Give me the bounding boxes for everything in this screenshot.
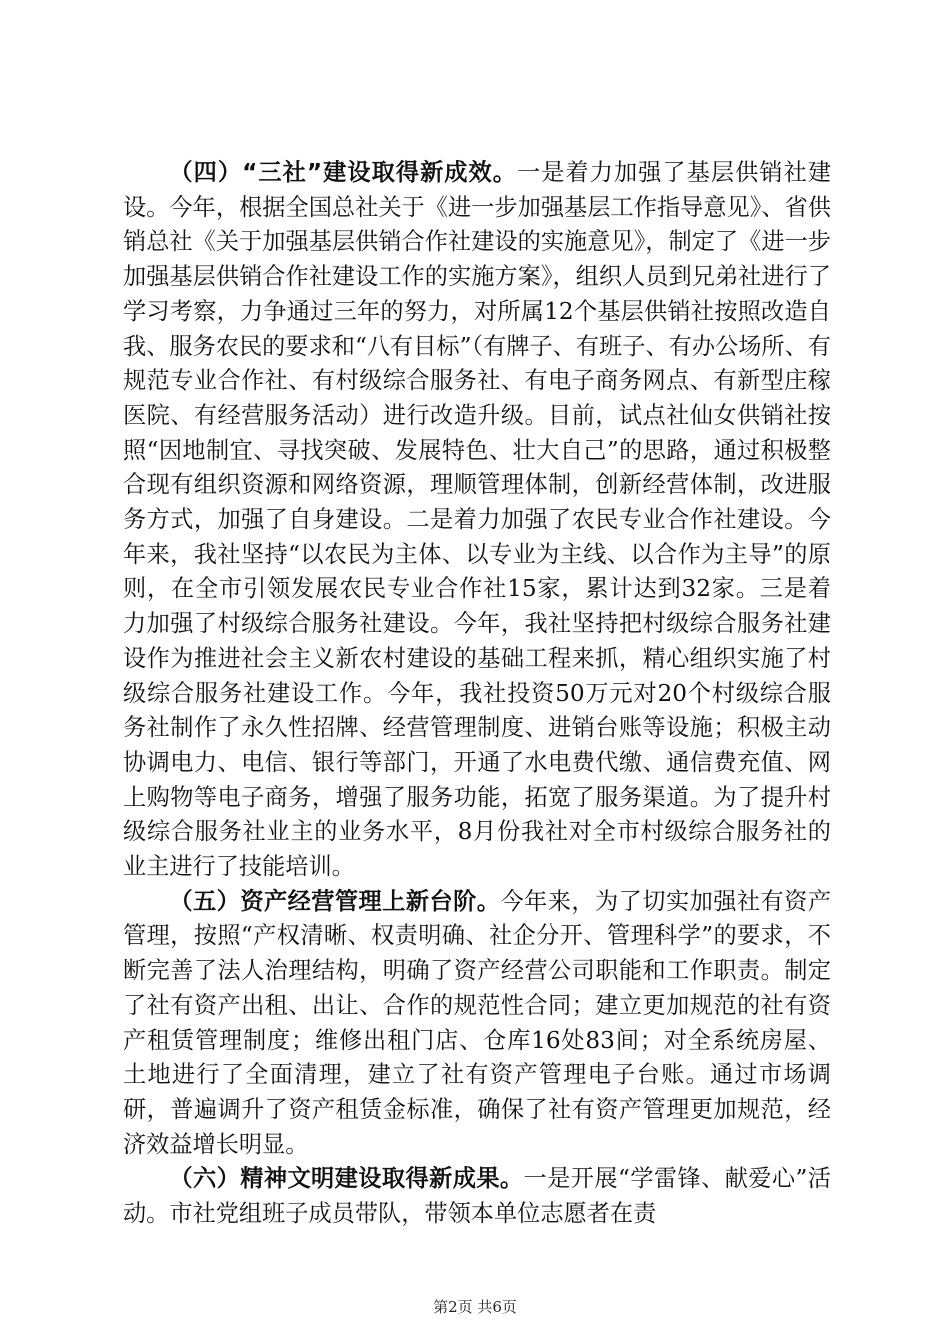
section-body-five: 今年来，为了切实加强社有资产管理，按照“产权清晰、权责明确、社企分开、管理科学”的要求，不断完善了法人治理结构，明确了资产经营公司职能和工作职责。制定了社有资产出租、出让、合作的规范性合同；建立更加规范的社有资产租赁管理制度；维修出租门店、仓库16处83间；对全系统房屋、土地进行了全面清理，建立了社有资产管理电子台账。通过市场调研，普遍调升了资产租赁金标准，确保了社有资产管理更加规范，经济效益增长明显。 — [123, 887, 832, 1158]
section-body-six: 一是开展“学雷锋、献爱心”活动。市社党组班子成员带队，带领本单位志愿者在责 — [123, 1165, 831, 1228]
paragraph-five — [123, 885, 831, 1163]
section-heading-six: （六）精神文明建设取得新成果。 — [169, 1165, 524, 1193]
section-heading-four: （四）“三社”建设取得新成效。 — [169, 159, 518, 186]
page-footer: 第2页 共6页 — [433, 1298, 517, 1316]
section-body-four: 一是着力加强了基层供销社建设。今年，根据全国总社关于《进一步加强基层工作指导意见》、省供销总社《关于加强基层供销合作社建设的实施意见》，制定了《进一步加强基层供销合作社建设工作的实施方案》，组织人员到兄弟社进行了学习考察，力争通过三年的努力，对所属12个基层供销社按照改造自我、服务农民的要求和“八有目标”（有牌子、有班子、有办公场所、有规范专业合作社、有村级综合服务社、有电子商务网点、有新型庄稼医院、有经营服务活动）进行改造升级。目前，试点社仙女供销社按照“因地制宜、寻找突破、发展特色、壮大自己”的思路，通过积极整合现有组织资源和网络资源，理顺管理体制，创新经营体制，改进服务方式，加强了自身建设。二是着力加强了农民专业合作社建设。今年来，我社坚持“以农民为主体、以专业为主线、以合作为主导”的原则，在全市引领发展农民专业合作社15家，累计达到32家。三是着力加强了村级综合服务社建设。今年，我社坚持把村级综合服务社建设作为推进社会主义新农村建设的基础工程来抓，精心组织实施了村级综合服务社建设工作。今年，我社投资50万元对20个村级综合服务社制作了永久性招牌、经营管理制度、进销台账等设施；积极主动协调电力、电信、银行等部门，开通了水电费代缴、通信费充值、网上购物等电子商务，增强了服务功能，拓宽了服务渠道。为了提升村级综合服务社业主的业务水平，8月份我社对全市村级综合服务社的业主进行了技能培训。 — [123, 159, 832, 881]
section-heading-five: （五）资产经营管理上新台阶。 — [169, 887, 501, 915]
paragraph-six — [123, 1162, 831, 1231]
paragraph-four — [123, 156, 831, 885]
document-body — [123, 156, 831, 1232]
